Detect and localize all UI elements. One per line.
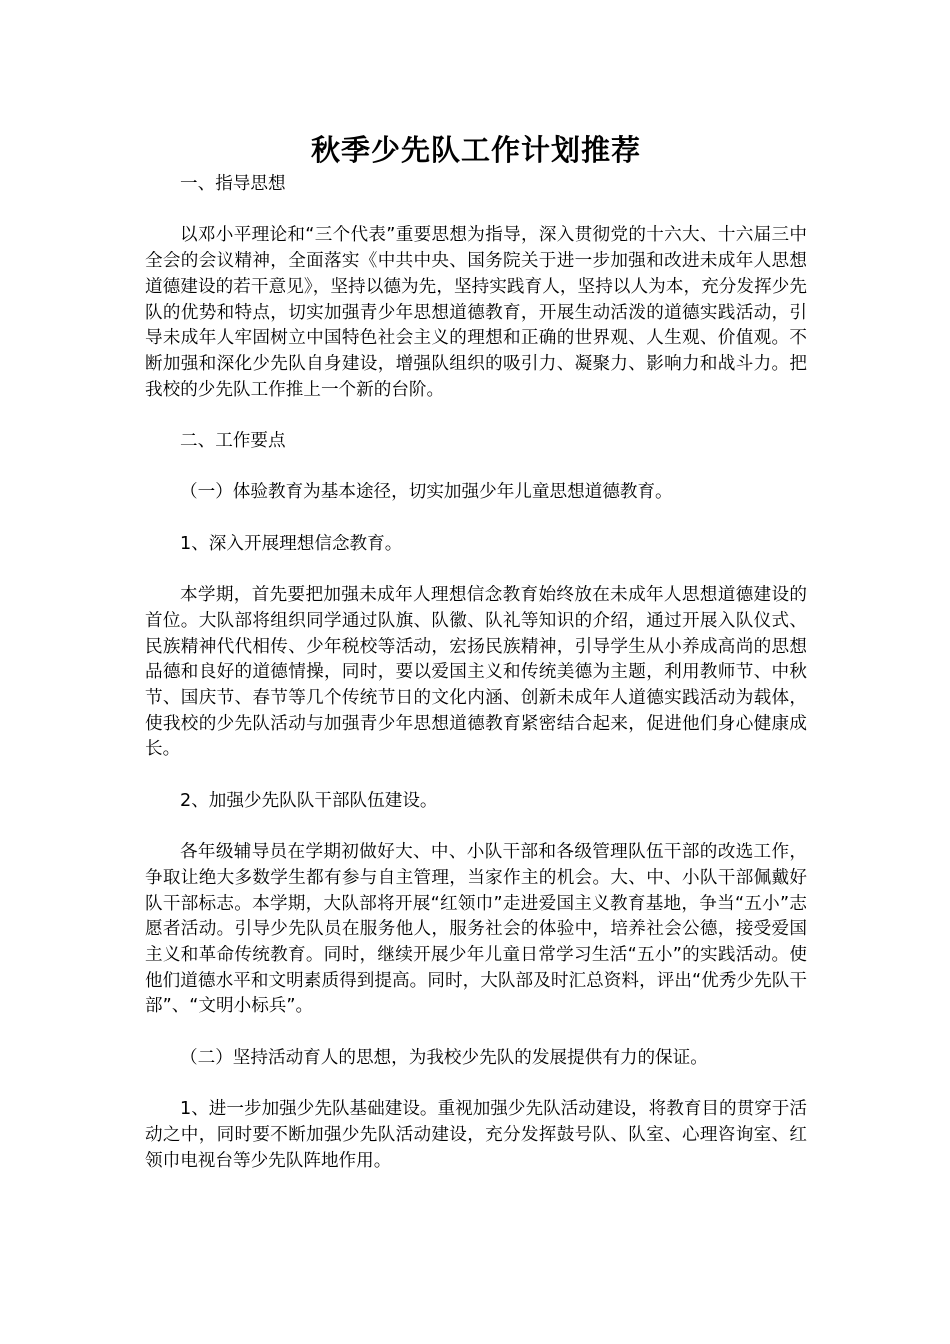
document-title: 秋季少先队工作计划推荐 <box>310 133 641 167</box>
paragraph-basic-construction: 1、进一步加强少先队基础建设。重视加强少先队活动建设，将教育目的贯穿于活动之中，同时要不断加强少先队活动建设，充分发挥鼓号队、队室、心理咨询室、红领巾电视台等少先队阵地作用。 <box>145 1099 807 1171</box>
section-heading-guiding-thought: 一、指导思想 <box>180 174 286 194</box>
paragraph-guiding-thought: 以邓小平理论和“三个代表”重要思想为指导，深入贯彻党的十六大、十六届三中全会的会议精神，全面落实《中共中央、国务院关于进一步加强和改进未成年人思想道德建设的若干意见》，坚持以德为先，坚持实践育人，坚持以人为本，充分发挥少先队的优势和特点，切实加强青少年思想道德教育，开展生动活泼的道德实践活动，引导未成年人牢固树立中国特色社会主义的理想和正确的世界观、人生观、价值观。不断加强和深化少先队自身建设，增强队组织的吸引力、凝聚力、影响力和战斗力。把我校的少先队工作推上一个新的台阶。 <box>145 225 807 400</box>
subsection-heading-1: （一）体验教育为基本途径，切实加强少年儿童思想道德教育。 <box>180 482 673 503</box>
section-heading-work-points: 二、工作要点 <box>180 431 286 451</box>
document-page <box>145 128 807 1174</box>
subsection-heading-2: （二）坚持活动育人的思想，为我校少先队的发展提供有力的保证。 <box>180 1047 708 1068</box>
paragraph-ideal-belief-education: 本学期，首先要把加强未成年人理想信念教育始终放在未成年人思想道德建设的首位。大队部将组织同学通过队旗、队徽、队礼等知识的介绍，通过开展入队仪式、民族精神代代相传、少年税校等活动，宏扬民族精神，引导学生从小养成高尚的思想品德和良好的道德情操，同时，要以爱国主义和传统美德为主题，利用教师节、中秋节、国庆节、春节等几个传统节日的文化内涵、创新未成年人道德实践活动为载体，使我校的少先队活动与加强青少年思想道德教育紧密结合起来，促进他们身心健康成长。 <box>145 585 807 760</box>
item-heading-2: 2、加强少先队队干部队伍建设。 <box>180 790 438 811</box>
paragraph-cadre-construction: 各年级辅导员在学期初做好大、中、小队干部和各级管理队伍干部的改选工作，争取让绝大多数学生都有参与自主管理，当家作主的机会。大、中、小队干部佩戴好队干部标志。本学期，大队部将开展“红领巾”走进爱国主义教育基地，争当“五小”志愿者活动。引导少先队员在服务他人，服务社会的体验中，培养社会公德，接受爱国主义和革命传统教育。同时，继续开展少年儿童日常学习生活“五小”的实践活动。使他们道德水平和文明素质得到提高。同时，大队部及时汇总资料，评出“优秀少先队干部”、“文明小标兵”。 <box>145 842 807 1017</box>
item-heading-1: 1、深入开展理想信念教育。 <box>180 533 403 554</box>
